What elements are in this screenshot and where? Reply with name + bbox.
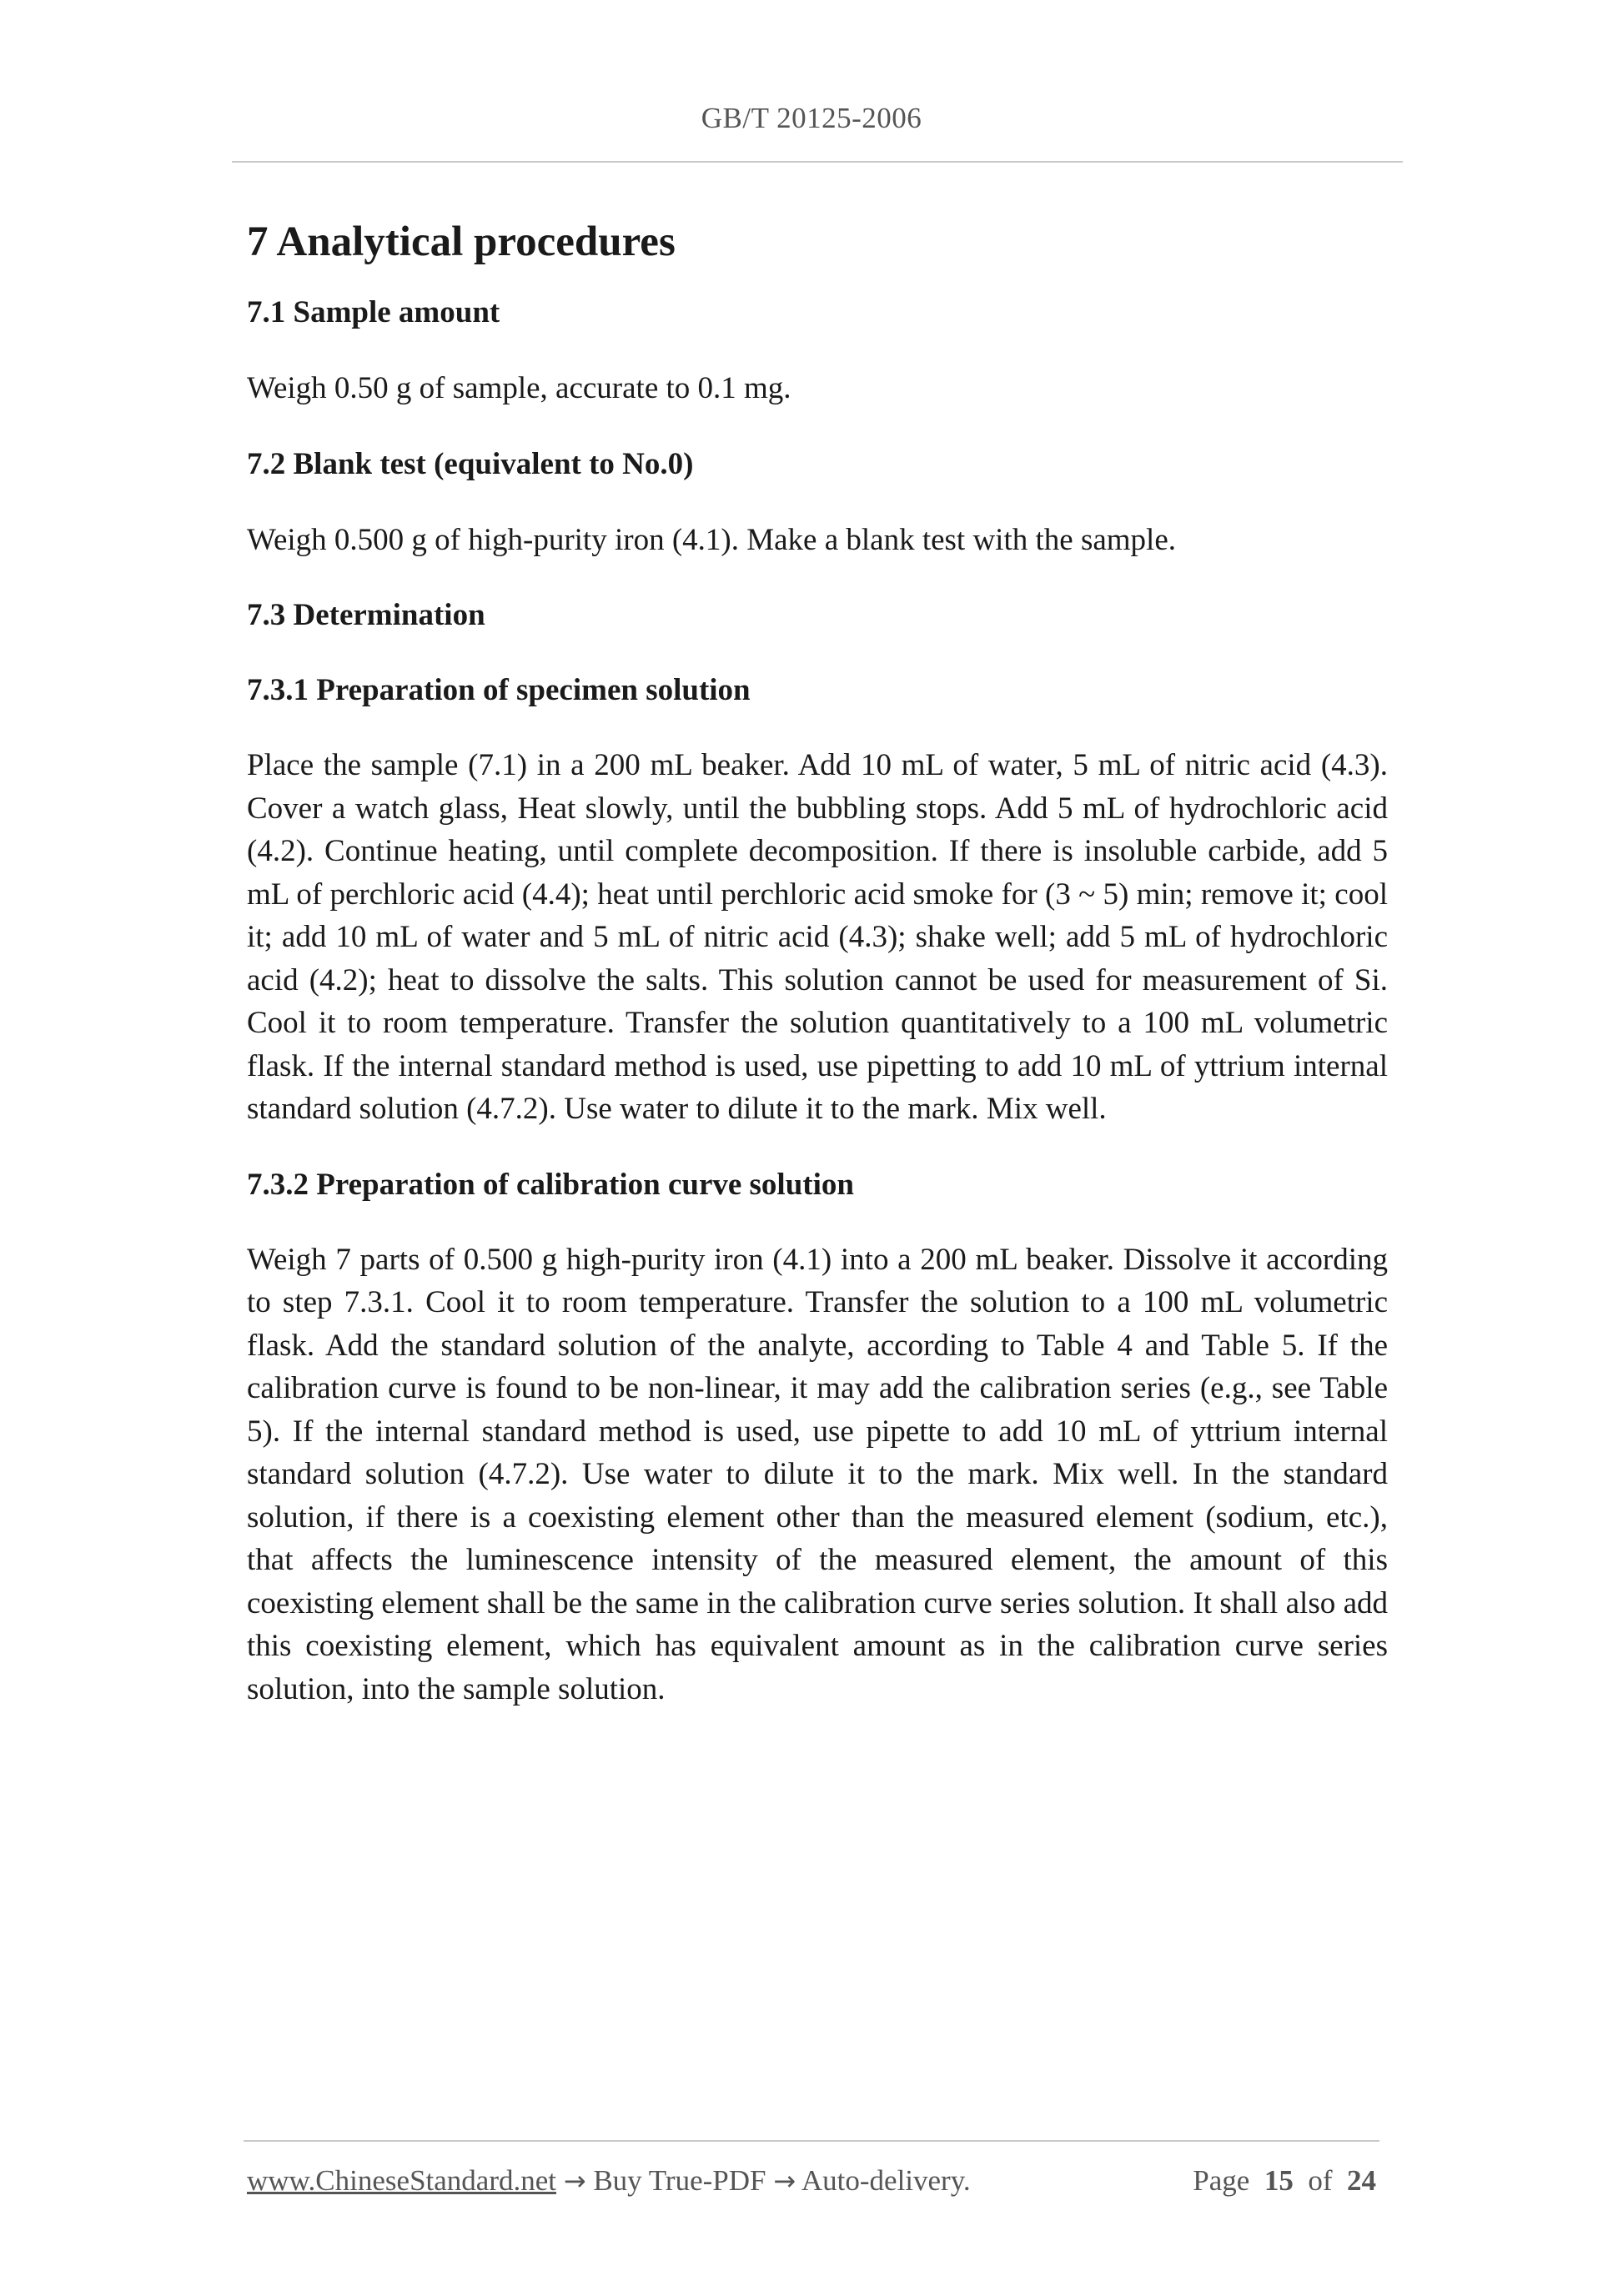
heading-7-1: 7.1 Sample amount <box>247 295 500 329</box>
section-title: 7 Analytical procedures <box>247 219 676 265</box>
buy-true-pdf-text: Buy True-PDF <box>593 2164 766 2197</box>
auto-delivery-text: Auto-delivery. <box>801 2164 971 2197</box>
heading-7-3: 7.3 Determination <box>247 598 485 632</box>
paragraph-7-3-1: Place the sample (7.1) in a 200 mL beaker. Add 10 mL of water, 5 mL of nitric acid (4.3). Cover a watch glass, Heat slowly, until the bubbling stops. Add 5 mL of hydrochloric acid (4.2). Continue heating, until complete decomposition. If there is insoluble carbide, add 5 mL of perchloric acid (4.4); heat until perchloric acid smoke for (3 ~ 5) min; remove it; cool it; add 10 mL of water and 5 mL of nitric acid (4.3); shake well; add 5 mL of hydrochloric acid (4.2); heat to dissolve the salts. This solution cannot be used for measurement of Si. Cool it to room temperature. Transfer the solution quantitatively to a 100 mL volumetric flask. If the internal standard method is used, use pipetting to add 10 mL of yttrium internal standard solution (4.7.2). Use water to dilute it to the mark. Mix well. <box>247 748 1388 1126</box>
heading-7-3-1: 7.3.1 Preparation of specimen solution <box>247 673 751 707</box>
total-pages: 24 <box>1347 2164 1376 2197</box>
footer-divider <box>244 2140 1379 2142</box>
page-number <box>1193 2160 1376 2202</box>
heading-7-2: 7.2 Blank test (equivalent to No.0) <box>247 446 694 481</box>
current-page: 15 <box>1264 2164 1294 2197</box>
paragraph-7-2: Weigh 0.500 g of high-purity iron (4.1). Make a blank test with the sample. <box>247 522 1176 557</box>
heading-7-3-2: 7.3.2 Preparation of calibration curve solution <box>247 1167 854 1202</box>
document-body <box>247 208 1388 1711</box>
paragraph-7-1: Weigh 0.50 g of sample, accurate to 0.1 mg. <box>247 371 791 405</box>
arrow-right-icon: → <box>773 2165 796 2197</box>
page-label: Page <box>1193 2164 1250 2197</box>
of-label: of <box>1308 2164 1333 2197</box>
arrow-right-icon: → <box>563 2165 586 2197</box>
paragraph-7-3-2: Weigh 7 parts of 0.500 g high-purity iron (4.1) into a 200 mL beaker. Dissolve it according to step 7.3.1. Cool it to room temperature. Transfer the solution to a 100 mL volumetric flask. Add the standard solution of the analyte, according to Table 4 and Table 5. If the calibration curve is found to be non-linear, it may add the calibration series (e.g., see Table 5). If the internal standard method is used, use pipette to add 10 mL of yttrium internal standard solution (4.7.2). Use water to dilute it to the mark. Mix well. In the standard solution, if there is a coexisting element other than the measured element (sodium, etc.), that affects the luminescence intensity of the measured element, the amount of this coexisting element shall be the same in the calibration curve series solution. It shall also add this coexisting element, which has equivalent amount as in the calibration curve series solution, into the sample solution. <box>247 1242 1388 1706</box>
footer-promo <box>247 2160 971 2202</box>
header-divider <box>232 161 1403 163</box>
page-header: GB/T 20125-2006 <box>701 102 922 134</box>
website-link[interactable]: www.ChineseStandard.net <box>247 2164 556 2197</box>
